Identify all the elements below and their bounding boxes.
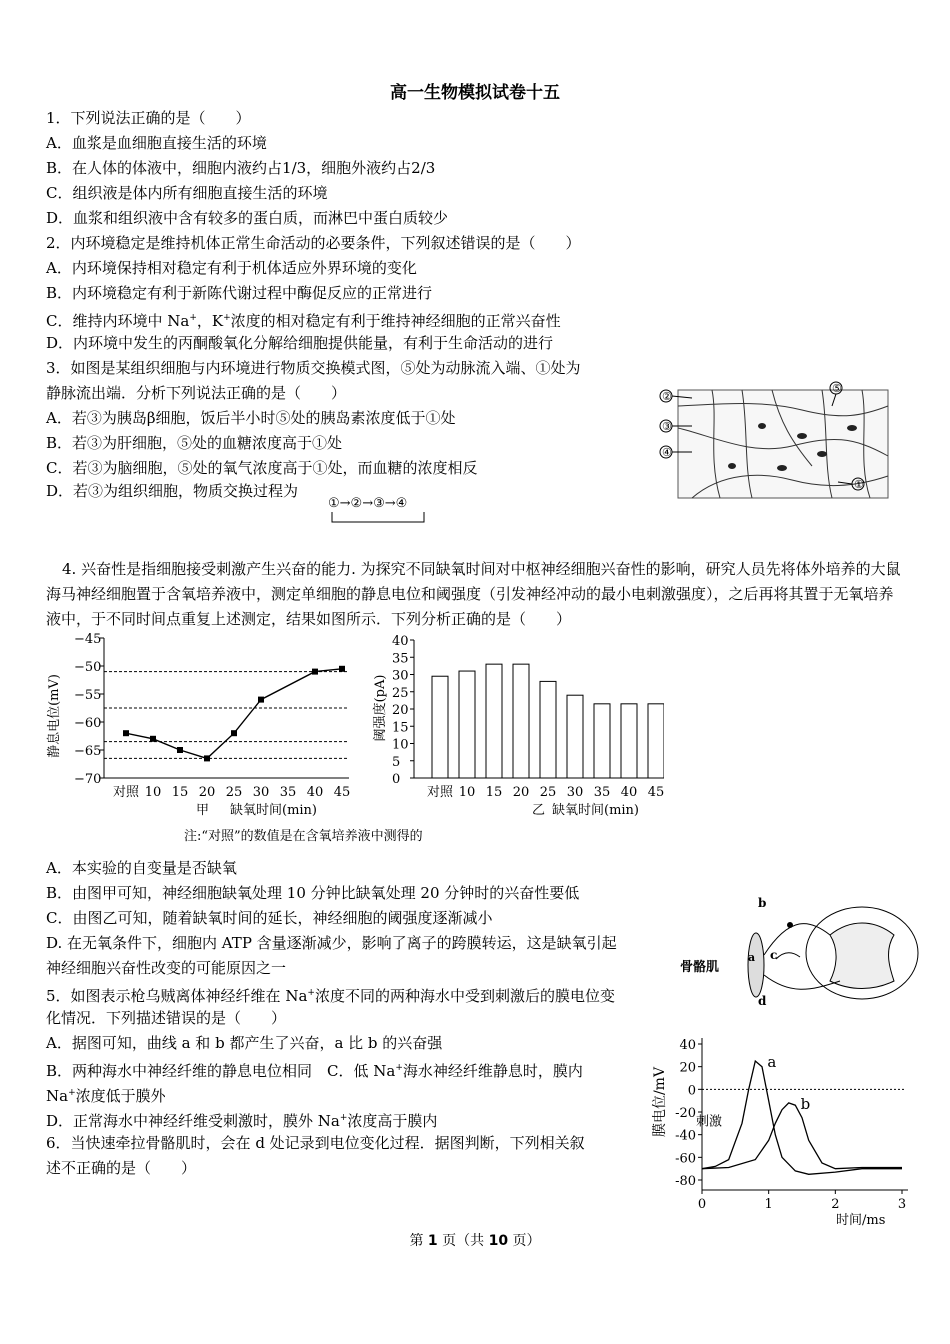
chart-membrane-potential bbox=[651, 1038, 908, 1226]
yi-ytick-label: 0 bbox=[392, 772, 401, 787]
mp-xtick-label: 2 bbox=[831, 1197, 840, 1212]
mp-ylabel: 膜电位/mV bbox=[652, 1066, 668, 1138]
yi-bar bbox=[486, 664, 502, 778]
page-footer: 第 1 页（共 10 页） bbox=[409, 1233, 541, 1249]
yi-xtick-label: 20 bbox=[512, 785, 530, 800]
yi-xtick-label: 对照 bbox=[426, 785, 454, 800]
q3-option-d: D．若③为组织细胞，物质交换过程为 bbox=[46, 482, 299, 500]
q3-option-c: C．若③为脑细胞，⑤处的氧气浓度高于①处，而血糖的浓度相反 bbox=[46, 459, 478, 477]
q4-option-b: B．由图甲可知，神经细胞缺氧处理 10 分钟比缺氧处理 20 分钟时的兴奋性要低 bbox=[46, 884, 580, 902]
q1-option-c: C．组织液是体内所有细胞直接生活的环境 bbox=[46, 184, 328, 202]
jia-xtick-label: 10 bbox=[144, 785, 162, 800]
mp-ytick-label: 40 bbox=[679, 1038, 696, 1053]
q1-option-a: A．血浆是血细胞直接生活的环境 bbox=[46, 134, 267, 152]
q5-option-a: A．据图可知，曲线 a 和 b 都产生了兴奋，a 比 b 的兴奋强 bbox=[46, 1034, 443, 1052]
q3-sequence: ①→②→③→④ bbox=[328, 496, 408, 511]
label-3: ③ bbox=[662, 420, 672, 433]
jia-point bbox=[123, 730, 129, 736]
yi-ytick-label: 30 bbox=[392, 668, 409, 684]
yi-bar bbox=[567, 695, 583, 778]
yi-bar bbox=[540, 681, 556, 778]
q4-charts bbox=[44, 628, 664, 846]
jia-point bbox=[204, 755, 210, 761]
mp-xtick-label: 0 bbox=[697, 1197, 707, 1212]
yi-ytick-label: 5 bbox=[392, 754, 401, 770]
q3-tissue-figure bbox=[652, 376, 892, 502]
q1-option-b: B．在人体的体液中，细胞内液约占1/3，细胞外液约占2/3 bbox=[46, 159, 436, 177]
q2-option-c: C．维持内环境中 Na+，K+浓度的相对稳定有利于维持神经细胞的正常兴奋性 bbox=[46, 312, 561, 330]
q5-stem-line2: 化情况．下列描述错误的是（ ） bbox=[46, 1009, 287, 1027]
yi-xtick-label: 25 bbox=[539, 785, 557, 800]
q3-return-arrow bbox=[324, 492, 432, 528]
yi-xtick-label: 45 bbox=[647, 785, 664, 800]
mp-series-label-a: a bbox=[767, 1053, 777, 1071]
jia-ytick-label: −70 bbox=[74, 772, 102, 787]
yi-ytick-label: 15 bbox=[392, 720, 409, 736]
gray-matter bbox=[830, 923, 894, 989]
jia-xlabel: 缺氧时间(min) bbox=[230, 803, 318, 818]
yi-ytick-label: 25 bbox=[392, 685, 409, 701]
q4-note: 注:“对照”的数值是在含氧培养液中测得的 bbox=[184, 829, 423, 844]
jia-xtick-label: 对照 bbox=[112, 785, 140, 800]
mp-ytick-label: -20 bbox=[675, 1106, 696, 1121]
q2-stem: 2．内环境稳定是维持机体正常生命活动的必要条件，下列叙述错误的是（ ） bbox=[46, 234, 581, 252]
label-skeletal-muscle: 骨骼肌 bbox=[680, 960, 720, 975]
jia-xtick-label: 40 bbox=[306, 785, 324, 800]
yi-bar bbox=[621, 704, 637, 778]
jia-ytick-label: −55 bbox=[74, 688, 102, 703]
jia-point bbox=[339, 666, 345, 672]
jia-title: 甲 bbox=[196, 803, 210, 818]
jia-ytick-label: −65 bbox=[74, 744, 102, 759]
jia-point bbox=[312, 669, 318, 675]
q5-option-b-c: B．两种海水中神经纤维的静息电位相同 C．低 Na+海水神经纤维静息时，膜内 bbox=[46, 1062, 583, 1080]
q3-sequence-diagram bbox=[324, 492, 432, 528]
q2-option-b: B．内环境稳定有利于新陈代谢过程中酶促反应的正常进行 bbox=[46, 284, 433, 302]
chart-yi bbox=[372, 634, 664, 818]
yi-xtick-label: 40 bbox=[620, 785, 638, 800]
yi-bar bbox=[594, 704, 610, 778]
q4-option-d-line2: 神经细胞兴奋性改变的可能原因之一 bbox=[46, 959, 287, 977]
q3-stem-line2: 静脉流出端．分析下列说法正确的是（ ） bbox=[46, 384, 347, 402]
mp-xtick-label: 1 bbox=[764, 1197, 773, 1212]
mp-ytick-label: 0 bbox=[687, 1083, 696, 1099]
jia-series-line bbox=[126, 669, 342, 759]
jia-xtick-label: 45 bbox=[333, 785, 351, 800]
yi-bar bbox=[648, 704, 664, 778]
mp-ytick-label: -60 bbox=[675, 1151, 696, 1167]
yi-ylabel: 阈强度(pA) bbox=[373, 674, 388, 742]
label-a: a bbox=[748, 951, 756, 964]
yi-ytick-label: 20 bbox=[392, 703, 409, 718]
mp-ytick-label: -40 bbox=[675, 1128, 696, 1144]
mp-xtick-label: 3 bbox=[897, 1197, 907, 1212]
q3-option-b: B．若③为肝细胞，⑤处的血糖浓度高于①处 bbox=[46, 434, 343, 452]
yi-xlabel: 缺氧时间(min) bbox=[552, 803, 640, 818]
yi-title: 乙 bbox=[532, 803, 546, 818]
jia-point bbox=[177, 747, 183, 753]
yi-ytick-label: 10 bbox=[392, 737, 409, 753]
q4-option-c: C．由图乙可知，随着缺氧时间的延长，神经细胞的阈强度逐渐减小 bbox=[46, 909, 493, 927]
jia-xtick-label: 15 bbox=[171, 785, 189, 800]
yi-xtick-label: 30 bbox=[566, 785, 584, 800]
q5-chart bbox=[640, 1030, 916, 1226]
q2-option-d: D．内环境中发生的丙酮酸氧化分解给细胞提供能量，有利于生命活动的进行 bbox=[46, 334, 554, 352]
q4-option-d-line1: D. 在无氧条件下，细胞内 ATP 含量逐渐减少，影响了离子的跨膜转运，这是缺氧引起 bbox=[46, 934, 617, 952]
label-2: ② bbox=[662, 390, 672, 403]
label-d: d bbox=[758, 994, 767, 1007]
q5-option-c-line2: Na+浓度低于膜外 bbox=[46, 1087, 166, 1105]
jia-xtick-label: 35 bbox=[279, 785, 297, 800]
mp-xlabel: 时间/ms bbox=[836, 1213, 886, 1226]
q1-option-d: D．血浆和组织液中含有较多的蛋白质，而淋巴中蛋白质较少 bbox=[46, 209, 449, 227]
label-1: ① bbox=[854, 478, 864, 491]
yi-xtick-label: 35 bbox=[593, 785, 611, 800]
yi-bar bbox=[432, 676, 448, 778]
jia-ylabel: 静息电位(mV) bbox=[47, 674, 62, 758]
q4-stem: 4. 兴奋性是指细胞接受刺激产生兴奋的能力. 为探究不同缺氧时间对中枢神经细胞兴奋性的影响，研究人员先将体外培养的大鼠海马神经细胞置于含氧培养液中，测定单细胞的静息电位和阈强度（引发神经冲动的最小电刺激强度），之后再将其置于无氧培养液中，于不同时间点重复上述测定，结果如图所示．下列分析正确的是（ ） bbox=[46, 560, 901, 628]
yi-ytick-label: 35 bbox=[392, 651, 409, 667]
jia-point bbox=[258, 697, 264, 703]
mp-ytick-label: -80 bbox=[675, 1174, 696, 1189]
label-b: b bbox=[758, 896, 767, 910]
page-title: 高一生物模拟试卷十五 bbox=[390, 83, 560, 103]
yi-bar bbox=[459, 671, 475, 778]
mp-annotation: 刺激 bbox=[696, 1114, 723, 1130]
jia-ytick-label: −45 bbox=[74, 632, 102, 647]
yi-ytick-label: 40 bbox=[392, 634, 409, 649]
q6-stem-line2: 述不正确的是（ ） bbox=[46, 1159, 197, 1177]
jia-ytick-label: −60 bbox=[74, 716, 102, 731]
q6-reflex-figure bbox=[680, 895, 920, 1007]
q2-option-a: A．内环境保持相对稳定有利于机体适应外界环境的变化 bbox=[46, 259, 417, 277]
jia-point bbox=[150, 736, 156, 742]
q1-stem: 1．下列说法正确的是（ ） bbox=[46, 109, 251, 127]
q5-option-d: D．正常海水中神经纤维受刺激时，膜外 Na+浓度高于膜内 bbox=[46, 1112, 438, 1130]
muscle-shape bbox=[748, 933, 764, 997]
label-c: c bbox=[770, 948, 778, 962]
jia-xtick-label: 25 bbox=[225, 785, 243, 800]
efferent-nerve bbox=[764, 975, 840, 989]
jia-xtick-label: 30 bbox=[252, 785, 270, 800]
q5-stem-line1: 5．如图表示枪乌贼离体神经纤维在 Na+浓度不同的两种海水中受到刺激后的膜电位变 bbox=[46, 987, 615, 1005]
q6-stem-line1: 6．当快速牵拉骨骼肌时，会在 d 处记录到电位变化过程．据图判断，下列相关叙 bbox=[46, 1134, 585, 1152]
mp-series-label-b: b bbox=[800, 1094, 811, 1113]
mp-ytick-label: 20 bbox=[679, 1060, 696, 1076]
yi-bar bbox=[513, 664, 529, 778]
q4-option-a: A．本实验的自变量是否缺氧 bbox=[46, 859, 237, 877]
jia-point bbox=[231, 730, 237, 736]
q3-stem-line1: 3．如图是某组织细胞与内环境进行物质交换模式图，⑤处为动脉流入端、①处为 bbox=[46, 359, 581, 377]
chart-jia bbox=[46, 632, 350, 818]
jia-ytick-label: −50 bbox=[74, 660, 102, 675]
q3-option-a: A．若③为胰岛β细胞，饭后半小时⑤处的胰岛素浓度低于①处 bbox=[46, 409, 456, 427]
yi-xtick-label: 10 bbox=[458, 785, 476, 800]
jia-xtick-label: 20 bbox=[198, 785, 216, 800]
label-5: ⑤ bbox=[832, 382, 842, 395]
yi-xtick-label: 15 bbox=[485, 785, 503, 800]
label-4: ④ bbox=[662, 446, 672, 459]
